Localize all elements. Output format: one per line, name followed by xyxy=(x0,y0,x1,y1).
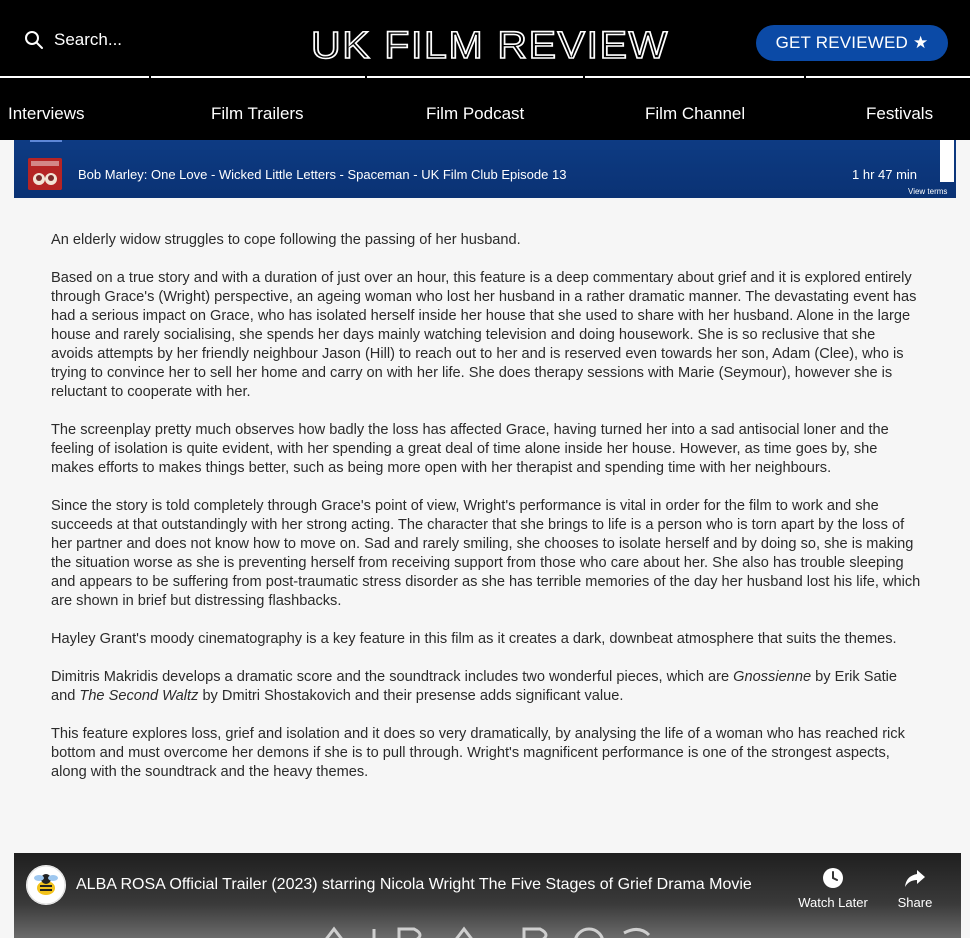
share-label: Share xyxy=(897,895,933,910)
get-reviewed-button[interactable]: GET REVIEWED ★ xyxy=(756,25,948,61)
article-paragraph: Based on a true story and with a duration of just over an hour, this feature is a deep commentary about grief and it is explored entirely through Grace's (Wright) perspective, an ageing woman who lost her husband in a rather dramatic manner. The devastating event has had a serious impact on Grace, who has isolated herself inside her house that she used to share with her husband. Alone in the large house and rarely socialising, she spends her days mainly watching television and doing housework. She is so reclusive that she avoids attempts by her friendly neighbour Jason (Hill) to reach out to her and is reserved even towards her son, Adam (Clee), who is trying to convince her to sell her home and carry on with her life. She does therapy sessions with Marie (Seymour), however she is reluctant to cooperate with her. xyxy=(51,270,917,400)
article-paragraph: The screenplay pretty much observes how badly the loss has affected Grace, having turned her into a sad antisocial loner and the feeling of isolation is quite evident, with her spending a great deal of time alone inside her house. However, as time goes by, she makes efforts to makes things better, such as being more open with her therapist and spending time with her neighbours. xyxy=(51,422,889,476)
view-terms-link[interactable]: View terms xyxy=(908,187,948,196)
article-text: by Erik Satie and xyxy=(51,669,898,704)
piece-title-second-waltz: The Second Waltz xyxy=(79,688,199,704)
channel-avatar[interactable] xyxy=(26,865,66,905)
search-icon[interactable] xyxy=(24,30,44,50)
nav-item-festivals[interactable]: Festivals xyxy=(866,104,934,123)
podcast-episode-duration: 1 hr 47 min xyxy=(852,167,918,182)
watch-later-button[interactable] xyxy=(796,867,870,910)
article-paragraph: This feature explores loss, grief and isolation and it does so very dramatically, by analysing the life of a woman who has reached rick bottom and must overcome her demons if she is to pull through. Wright's magnificent performance is one of the strongest aspects, along with the soundtrack and the heavy themes. xyxy=(51,726,905,780)
logo-text: UK FILM REVIEW xyxy=(311,25,669,64)
site-header xyxy=(0,0,970,140)
share-button[interactable] xyxy=(890,867,940,910)
podcast-tab-indicator xyxy=(30,140,62,142)
bee-logo-icon xyxy=(26,865,66,905)
nav-item-film-channel[interactable]: Film Channel xyxy=(645,104,746,123)
nav-item-interviews[interactable]: Interviews xyxy=(8,104,85,123)
video-frame-title-art xyxy=(304,925,684,938)
nav-divider xyxy=(0,76,970,78)
search-input[interactable] xyxy=(54,30,164,50)
article-text: Dimitris Makridis develops a dramatic score and the soundtrack includes two wonderful pieces, which are xyxy=(51,669,734,685)
watch-later-label: Watch Later xyxy=(798,895,868,910)
clock-icon xyxy=(822,867,844,889)
trailer-video-embed[interactable] xyxy=(14,853,961,938)
search-box[interactable] xyxy=(24,30,164,50)
piece-title-gnossienne: Gnossienne xyxy=(733,669,812,685)
video-title[interactable]: ALBA ROSA Official Trailer (2023) starring Nicola Wright The Five Stages of Grief Drama Movie xyxy=(76,876,752,893)
nav-item-film-podcast[interactable]: Film Podcast xyxy=(426,104,525,123)
share-arrow-icon xyxy=(904,867,926,889)
article-paragraph: Hayley Grant's moody cinematography is a key feature in this film as it creates a dark, downbeat atmosphere that suits the themes. xyxy=(51,631,897,647)
article-paragraph xyxy=(51,668,921,706)
review-article xyxy=(51,231,921,801)
podcast-episode-thumbnail[interactable] xyxy=(28,158,62,190)
podcast-scrollbar[interactable] xyxy=(940,140,954,182)
article-paragraph: An elderly widow struggles to cope following the passing of her husband. xyxy=(51,232,521,248)
podcast-cover-icon xyxy=(28,158,62,190)
nav-item-film-trailers[interactable]: Film Trailers xyxy=(211,104,304,123)
main-nav xyxy=(0,104,970,130)
podcast-player xyxy=(14,140,956,198)
podcast-episode-title[interactable]: Bob Marley: One Love - Wicked Little Letters - Spaceman - UK Film Club Episode 13 xyxy=(78,167,567,182)
article-paragraph: Since the story is told completely through Grace's point of view, Wright's performance is vital in order for the film to work and she succeeds at that outstandingly with her strong acting. The character that she brings to life is a person who is torn apart by the loss of her partner and does not know how to move on. Sad and rarely smiling, she chooses to isolate herself and by doing so, she is making the situation worse as she is preventing herself from receiving support from those who care about her. She also has trouble sleeping and appears to be suffering from post-traumatic stress disorder as she has terrible memories of the day her husband lost his life, which are shown in brief but distressing flashbacks. xyxy=(51,498,921,609)
article-text: by Dmitri Shostakovich and their presense adds significant value. xyxy=(198,688,624,704)
site-logo[interactable] xyxy=(308,24,672,64)
